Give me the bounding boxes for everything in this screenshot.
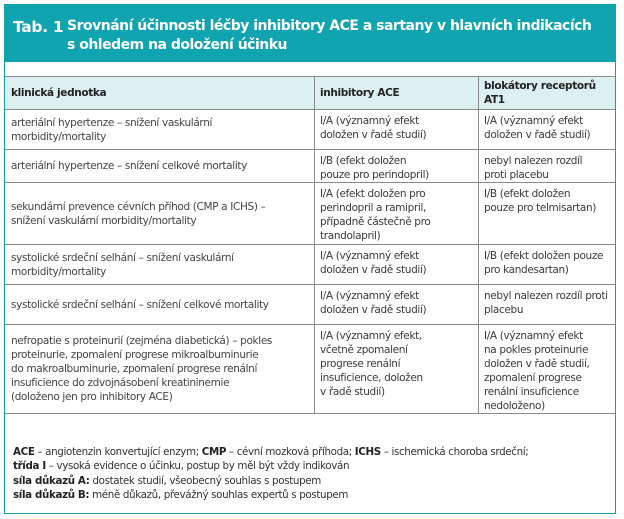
cell-at1-blockers xyxy=(479,325,616,414)
cell-line: doložen v řadě studií) xyxy=(320,304,427,316)
cell-at1-blockers xyxy=(479,285,616,325)
cell-line: nefropatie s proteinurií (zejména diabetická) – pokles xyxy=(11,335,273,347)
cell-line: trandolapril) xyxy=(320,230,381,242)
cell-line: nebyl nalezen rozdíl xyxy=(484,155,583,167)
cell-line: zpomalení progrese xyxy=(484,372,582,384)
footnote-key: síla důkazů A: xyxy=(13,474,90,487)
cell-line: I/A (významný efekt xyxy=(484,330,583,342)
cell-line: systolické srdeční selhání – snížení vaskulární xyxy=(11,251,234,264)
table-row xyxy=(5,183,615,245)
cell-at1-blockers xyxy=(479,245,616,285)
cell-at1-blockers xyxy=(479,150,616,183)
table-body xyxy=(5,110,615,414)
table-frame xyxy=(4,4,616,514)
cell-line: včetně zpomalení xyxy=(320,344,408,356)
cell-line: morbidity/mortality xyxy=(11,265,107,278)
table-title xyxy=(67,17,607,55)
cell-line: pro kandesartan) xyxy=(484,264,569,276)
cell-line: I/B (efekt doložen xyxy=(320,155,407,167)
cell-ace-inhibitors xyxy=(315,285,479,325)
cell-line: v řadě studií) xyxy=(320,386,385,398)
column-header-clinical-unit: klinická jednotka xyxy=(5,77,315,110)
cell-ace-inhibitors xyxy=(315,150,479,183)
footnote-text: – vysoká evidence o účinku, postup by měl být vždy indikován xyxy=(45,460,350,473)
cell-at1-blockers xyxy=(479,110,616,150)
cell-line: I/A (významný efekt, xyxy=(320,330,422,342)
table-header-bar xyxy=(5,5,615,62)
footnote-key: síla důkazů B: xyxy=(13,489,90,502)
cell-line: případně částečně pro xyxy=(320,216,431,228)
table-row xyxy=(5,245,615,285)
cell-clinical-unit xyxy=(5,245,315,285)
cell-line: placebu xyxy=(484,304,524,316)
footnote-key: CMP xyxy=(201,446,227,458)
comparison-table xyxy=(5,76,615,414)
cell-line: I/B (efekt doložen pouze xyxy=(484,250,604,262)
cell-line: systolické srdeční selhání – snížení celkové mortality xyxy=(11,298,269,311)
footnote-line xyxy=(13,474,611,488)
cell-line: doložen v řadě studií, xyxy=(484,358,590,370)
footnote-text: – angiotenzin konvertující enzym; xyxy=(34,446,202,458)
table-row xyxy=(5,110,615,150)
cell-line: nebyl nalezen rozdíl proti xyxy=(484,290,608,302)
cell-line: I/A (významný efekt xyxy=(484,115,583,127)
footnote-text: méně důkazů, převážný souhlas expertů s postupem xyxy=(89,489,349,502)
cell-ace-inhibitors xyxy=(315,325,479,414)
footnotes xyxy=(13,445,611,503)
cell-clinical-unit xyxy=(5,325,315,414)
footnote-line xyxy=(13,445,611,459)
cell-line: morbidity/mortality xyxy=(11,130,107,143)
table-header-row xyxy=(5,77,615,110)
footnote-text: – ischemická choroba srdeční; xyxy=(380,446,529,458)
cell-line: proti placebu xyxy=(484,169,549,181)
cell-line: I/A (významný efekt xyxy=(320,290,419,302)
cell-line: renální insuficience xyxy=(484,386,579,398)
cell-line: doložen v řadě studií) xyxy=(320,129,427,141)
column-header-at1-blockers: blokátory receptorů AT1 xyxy=(479,77,616,110)
cell-line: I/A (efekt doložen pro xyxy=(320,188,426,200)
table-row xyxy=(5,150,615,183)
cell-line: (doloženo jen pro inhibitory ACE) xyxy=(11,391,173,403)
cell-line: snížení vaskulární morbidity/mortality xyxy=(11,214,197,227)
table-row xyxy=(5,285,615,325)
table-title-line: s ohledem na doložení účinku xyxy=(67,37,288,53)
cell-line: na pokles proteinurie xyxy=(484,344,589,356)
table-row xyxy=(5,325,615,414)
cell-clinical-unit xyxy=(5,285,315,325)
table-number: Tab. 1 xyxy=(13,18,64,36)
cell-line: do makroalbuminurie, zpomalení progrese renální xyxy=(11,363,258,375)
cell-line: insuficience, doložen xyxy=(320,372,423,384)
cell-clinical-unit xyxy=(5,150,315,183)
cell-ace-inhibitors xyxy=(315,183,479,245)
footnote-text: – cévní mozková příhoda; xyxy=(226,446,355,458)
cell-line: pouze pro perindopril) xyxy=(320,169,429,181)
footnote-line xyxy=(13,488,611,502)
cell-line: perindopril a ramipril, xyxy=(320,202,427,214)
cell-line: I/B (efekt doložen xyxy=(484,188,571,200)
cell-line: I/A (významný efekt xyxy=(320,250,419,262)
cell-line: sekundární prevence cévních příhod (CMP a ICHS) – xyxy=(11,200,266,213)
table-title-line: Srovnání účinnosti léčby inhibitory ACE a sartany v hlavních indikacích xyxy=(67,18,592,34)
cell-line: pouze pro telmisartan) xyxy=(484,202,597,214)
cell-clinical-unit xyxy=(5,110,315,150)
cell-line: arteriální hypertenze – snížení celkové mortality xyxy=(11,160,248,172)
footnote-key: ICHS xyxy=(354,446,381,458)
footnote-text: dostatek studií, všeobecný souhlas s postupem xyxy=(89,474,321,487)
footnote-key: ACE xyxy=(13,446,35,458)
cell-line: I/A (významný efekt xyxy=(320,115,419,127)
cell-line: arteriální hypertenze – snížení vaskulární xyxy=(11,116,213,129)
column-header-ace-inhibitors: inhibitory ACE xyxy=(315,77,479,110)
footnote-key: třída I xyxy=(13,460,46,473)
cell-line: doložen v řadě studií) xyxy=(484,129,591,141)
cell-line: progrese renální xyxy=(320,358,401,370)
cell-line: nedoloženo) xyxy=(484,400,545,412)
cell-line: proteinurie, zpomalení progrese mikroalbuminurie xyxy=(11,349,259,361)
cell-at1-blockers xyxy=(479,183,616,245)
cell-clinical-unit xyxy=(5,183,315,245)
cell-line: insuficience do zdvojnásobení kreatininemie xyxy=(11,377,230,389)
cell-ace-inhibitors xyxy=(315,110,479,150)
cell-line: doložen v řadě studií) xyxy=(320,264,427,276)
cell-ace-inhibitors xyxy=(315,245,479,285)
footnote-line xyxy=(13,459,611,473)
